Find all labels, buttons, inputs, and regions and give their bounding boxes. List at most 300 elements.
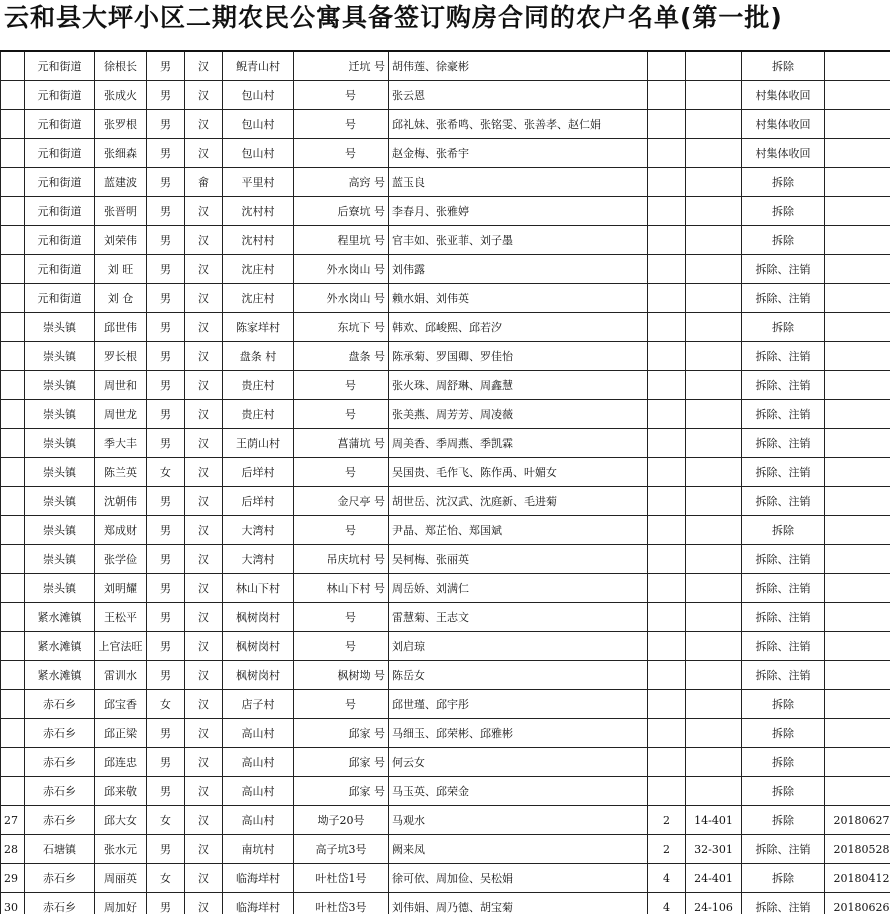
sign-date-cell: [825, 690, 890, 719]
member-count-cell: [648, 777, 686, 806]
family-members-cell: 周岳娇、刘满仁: [389, 574, 648, 603]
sex-cell: 女: [147, 806, 185, 835]
row-number-cell: [1, 690, 25, 719]
ethnicity-cell: 汉: [185, 603, 223, 632]
table-row: [1, 777, 890, 806]
family-members-cell: 赖水娟、刘伟英: [389, 284, 648, 313]
house-number-cell: 号: [294, 110, 389, 139]
member-count-cell: [648, 110, 686, 139]
town-cell: 崇头镇: [25, 487, 95, 516]
village-cell: 临海垟村: [223, 893, 294, 914]
old-house-status-cell: 村集体收回: [742, 139, 825, 168]
householder-name-cell: 邱正梁: [95, 719, 147, 748]
town-cell: 赤石乡: [25, 748, 95, 777]
householder-name-cell: 陈兰英: [95, 458, 147, 487]
village-cell: 沈村村: [223, 226, 294, 255]
table-row: [1, 81, 890, 110]
householder-name-cell: 上官法旺: [95, 632, 147, 661]
town-cell: 崇头镇: [25, 313, 95, 342]
family-members-cell: 何云女: [389, 748, 648, 777]
sex-cell: 男: [147, 719, 185, 748]
member-count-cell: [648, 342, 686, 371]
room-number-cell: 24-401: [686, 864, 742, 893]
family-members-cell: 雷慧菊、王志文: [389, 603, 648, 632]
sign-date-cell: [825, 255, 890, 284]
room-number-cell: [686, 777, 742, 806]
table-row: [1, 139, 890, 168]
sign-date-cell: 20180528: [825, 835, 890, 864]
member-count-cell: [648, 661, 686, 690]
table-row: [1, 748, 890, 777]
row-number-cell: [1, 51, 25, 81]
old-house-status-cell: 拆除、注销: [742, 487, 825, 516]
old-house-status-cell: 拆除、注销: [742, 545, 825, 574]
sex-cell: 男: [147, 51, 185, 81]
row-number-cell: 27: [1, 806, 25, 835]
town-cell: 元和街道: [25, 168, 95, 197]
town-cell: 元和街道: [25, 110, 95, 139]
sex-cell: 男: [147, 255, 185, 284]
row-number-cell: [1, 168, 25, 197]
sign-date-cell: [825, 110, 890, 139]
householder-name-cell: 徐根长: [95, 51, 147, 81]
sex-cell: 男: [147, 197, 185, 226]
town-cell: 赤石乡: [25, 719, 95, 748]
village-cell: 枫树岗村: [223, 661, 294, 690]
family-members-cell: 尹晶、郑芷怡、郑国斌: [389, 516, 648, 545]
sex-cell: 男: [147, 487, 185, 516]
room-number-cell: [686, 487, 742, 516]
row-number-cell: [1, 632, 25, 661]
village-cell: 平里村: [223, 168, 294, 197]
house-number-cell: 号: [294, 632, 389, 661]
table-row: [1, 690, 890, 719]
householder-name-cell: 周世龙: [95, 400, 147, 429]
house-number-cell: 盘条 号: [294, 342, 389, 371]
town-cell: 崇头镇: [25, 371, 95, 400]
sign-date-cell: 20180626: [825, 893, 890, 914]
town-cell: 崇头镇: [25, 429, 95, 458]
family-members-cell: 邱礼妹、张希鸣、张铭雯、张善孝、赵仁娟: [389, 110, 648, 139]
house-number-cell: 高子坑3号: [294, 835, 389, 864]
room-number-cell: [686, 139, 742, 168]
house-number-cell: 坳子20号: [294, 806, 389, 835]
table-row: [1, 226, 890, 255]
village-cell: 盘条 村: [223, 342, 294, 371]
householder-name-cell: 邱来敬: [95, 777, 147, 806]
family-members-cell: 刘伟娟、周乃德、胡宝菊: [389, 893, 648, 914]
sex-cell: 男: [147, 400, 185, 429]
old-house-status-cell: 拆除: [742, 168, 825, 197]
room-number-cell: [686, 51, 742, 81]
room-number-cell: [686, 313, 742, 342]
row-number-cell: [1, 516, 25, 545]
member-count-cell: 4: [648, 864, 686, 893]
room-number-cell: [686, 574, 742, 603]
row-number-cell: [1, 603, 25, 632]
row-number-cell: [1, 661, 25, 690]
table-row: [1, 719, 890, 748]
house-number-cell: 叶杜岱1号: [294, 864, 389, 893]
ethnicity-cell: 汉: [185, 51, 223, 81]
family-members-cell: 张美燕、周芳芳、周凌薇: [389, 400, 648, 429]
room-number-cell: [686, 342, 742, 371]
room-number-cell: [686, 458, 742, 487]
member-count-cell: [648, 458, 686, 487]
ethnicity-cell: 汉: [185, 458, 223, 487]
town-cell: 紧水滩镇: [25, 632, 95, 661]
sign-date-cell: [825, 226, 890, 255]
house-number-cell: 吊庆坑村 号: [294, 545, 389, 574]
row-number-cell: [1, 139, 25, 168]
house-number-cell: 号: [294, 371, 389, 400]
table-row: [1, 51, 890, 81]
householder-name-cell: 季大丰: [95, 429, 147, 458]
house-number-cell: 邱家 号: [294, 719, 389, 748]
householder-name-cell: 雷训水: [95, 661, 147, 690]
village-cell: 后垟村: [223, 458, 294, 487]
ethnicity-cell: 汉: [185, 110, 223, 139]
sex-cell: 男: [147, 835, 185, 864]
family-members-cell: 李春月、张雅婷: [389, 197, 648, 226]
old-house-status-cell: 拆除、注销: [742, 284, 825, 313]
old-house-status-cell: 拆除、注销: [742, 574, 825, 603]
member-count-cell: [648, 632, 686, 661]
old-house-status-cell: 拆除、注销: [742, 603, 825, 632]
sign-date-cell: [825, 719, 890, 748]
table-row: [1, 806, 890, 835]
room-number-cell: 14-401: [686, 806, 742, 835]
ethnicity-cell: 汉: [185, 371, 223, 400]
householder-name-cell: 张罗根: [95, 110, 147, 139]
sex-cell: 男: [147, 313, 185, 342]
old-house-status-cell: 拆除、注销: [742, 400, 825, 429]
town-cell: 崇头镇: [25, 342, 95, 371]
house-number-cell: 号: [294, 139, 389, 168]
member-count-cell: [648, 545, 686, 574]
householder-name-cell: 罗长根: [95, 342, 147, 371]
house-number-cell: 号: [294, 458, 389, 487]
table-row: [1, 545, 890, 574]
sign-date-cell: [825, 400, 890, 429]
sex-cell: 女: [147, 690, 185, 719]
ethnicity-cell: 汉: [185, 313, 223, 342]
table-row: [1, 458, 890, 487]
ethnicity-cell: 汉: [185, 516, 223, 545]
old-house-status-cell: 拆除: [742, 313, 825, 342]
sign-date-cell: [825, 748, 890, 777]
old-house-status-cell: 村集体收回: [742, 81, 825, 110]
town-cell: 元和街道: [25, 197, 95, 226]
householder-name-cell: 张晋明: [95, 197, 147, 226]
village-cell: 沈庄村: [223, 255, 294, 284]
house-number-cell: 号: [294, 81, 389, 110]
sign-date-cell: [825, 313, 890, 342]
old-house-status-cell: 拆除: [742, 777, 825, 806]
table-row: [1, 168, 890, 197]
ethnicity-cell: 汉: [185, 806, 223, 835]
town-cell: 元和街道: [25, 81, 95, 110]
house-number-cell: 号: [294, 690, 389, 719]
sign-date-cell: [825, 139, 890, 168]
member-count-cell: [648, 400, 686, 429]
town-cell: 崇头镇: [25, 516, 95, 545]
family-members-cell: 徐可依、周加俭、吴松娟: [389, 864, 648, 893]
table-row: [1, 864, 890, 893]
ethnicity-cell: 汉: [185, 342, 223, 371]
room-number-cell: [686, 371, 742, 400]
ethnicity-cell: 汉: [185, 255, 223, 284]
house-number-cell: 叶杜岱3号: [294, 893, 389, 914]
old-house-status-cell: 拆除: [742, 748, 825, 777]
householder-name-cell: 邱宝香: [95, 690, 147, 719]
ethnicity-cell: 汉: [185, 81, 223, 110]
row-number-cell: [1, 371, 25, 400]
sign-date-cell: 20180412: [825, 864, 890, 893]
ethnicity-cell: 汉: [185, 632, 223, 661]
sign-date-cell: [825, 168, 890, 197]
room-number-cell: [686, 81, 742, 110]
house-number-cell: 号: [294, 400, 389, 429]
village-cell: 包山村: [223, 139, 294, 168]
sign-date-cell: [825, 516, 890, 545]
table-row: [1, 632, 890, 661]
town-cell: 赤石乡: [25, 806, 95, 835]
ethnicity-cell: 汉: [185, 748, 223, 777]
sign-date-cell: [825, 371, 890, 400]
table-row: [1, 835, 890, 864]
member-count-cell: [648, 371, 686, 400]
sex-cell: 男: [147, 516, 185, 545]
sign-date-cell: [825, 603, 890, 632]
room-number-cell: [686, 516, 742, 545]
old-house-status-cell: 拆除: [742, 226, 825, 255]
town-cell: 崇头镇: [25, 545, 95, 574]
member-count-cell: [648, 284, 686, 313]
sex-cell: 男: [147, 110, 185, 139]
table-row: [1, 487, 890, 516]
town-cell: 崇头镇: [25, 400, 95, 429]
house-number-cell: 林山下村 号: [294, 574, 389, 603]
room-number-cell: 24-106: [686, 893, 742, 914]
household-table: [0, 50, 890, 914]
town-cell: 紧水滩镇: [25, 661, 95, 690]
member-count-cell: [648, 516, 686, 545]
old-house-status-cell: 拆除、注销: [742, 371, 825, 400]
village-cell: 陈家垟村: [223, 313, 294, 342]
family-members-cell: 张火珠、周舒琳、周鑫慧: [389, 371, 648, 400]
table-row: [1, 400, 890, 429]
table-row: [1, 516, 890, 545]
village-cell: 高山村: [223, 806, 294, 835]
member-count-cell: [648, 197, 686, 226]
member-count-cell: [648, 429, 686, 458]
row-number-cell: [1, 458, 25, 487]
householder-name-cell: 邱世伟: [95, 313, 147, 342]
ethnicity-cell: 汉: [185, 661, 223, 690]
room-number-cell: [686, 197, 742, 226]
town-cell: 赤石乡: [25, 864, 95, 893]
village-cell: 贵庄村: [223, 400, 294, 429]
table-row: [1, 574, 890, 603]
ethnicity-cell: 汉: [185, 545, 223, 574]
row-number-cell: [1, 400, 25, 429]
sex-cell: 男: [147, 81, 185, 110]
ethnicity-cell: 汉: [185, 197, 223, 226]
village-cell: 枫树岗村: [223, 632, 294, 661]
sign-date-cell: [825, 429, 890, 458]
town-cell: 元和街道: [25, 226, 95, 255]
row-number-cell: [1, 110, 25, 139]
sex-cell: 男: [147, 284, 185, 313]
ethnicity-cell: 汉: [185, 284, 223, 313]
house-number-cell: 号: [294, 603, 389, 632]
member-count-cell: [648, 255, 686, 284]
village-cell: 枫树岗村: [223, 603, 294, 632]
ethnicity-cell: 汉: [185, 719, 223, 748]
ethnicity-cell: 畲: [185, 168, 223, 197]
village-cell: 店子村: [223, 690, 294, 719]
row-number-cell: [1, 255, 25, 284]
sign-date-cell: [825, 777, 890, 806]
sex-cell: 男: [147, 168, 185, 197]
table-row: [1, 371, 890, 400]
row-number-cell: [1, 574, 25, 603]
sign-date-cell: [825, 574, 890, 603]
householder-name-cell: 邱连忠: [95, 748, 147, 777]
family-members-cell: 马细玉、邱荣彬、邱雅彬: [389, 719, 648, 748]
family-members-cell: 马观水: [389, 806, 648, 835]
house-number-cell: 邱家 号: [294, 748, 389, 777]
sign-date-cell: [825, 487, 890, 516]
family-members-cell: 马玉英、邱荣金: [389, 777, 648, 806]
family-members-cell: 胡世岳、沈汉武、沈庭新、毛进菊: [389, 487, 648, 516]
householder-name-cell: 张成火: [95, 81, 147, 110]
old-house-status-cell: 拆除: [742, 51, 825, 81]
householder-name-cell: 周世和: [95, 371, 147, 400]
town-cell: 赤石乡: [25, 690, 95, 719]
town-cell: 元和街道: [25, 51, 95, 81]
row-number-cell: [1, 545, 25, 574]
family-members-cell: 赵金梅、张希宇: [389, 139, 648, 168]
sex-cell: 男: [147, 429, 185, 458]
house-number-cell: 东坑下 号: [294, 313, 389, 342]
sign-date-cell: [825, 284, 890, 313]
row-number-cell: [1, 226, 25, 255]
room-number-cell: [686, 400, 742, 429]
family-members-cell: 吴柯梅、张丽英: [389, 545, 648, 574]
old-house-status-cell: 拆除: [742, 806, 825, 835]
old-house-status-cell: 拆除、注销: [742, 429, 825, 458]
member-count-cell: [648, 168, 686, 197]
village-cell: 后垟村: [223, 487, 294, 516]
sex-cell: 男: [147, 574, 185, 603]
householder-name-cell: 张学俭: [95, 545, 147, 574]
householder-name-cell: 沈朝伟: [95, 487, 147, 516]
house-number-cell: 后寮坑 号: [294, 197, 389, 226]
old-house-status-cell: 拆除: [742, 516, 825, 545]
ethnicity-cell: 汉: [185, 864, 223, 893]
row-number-cell: [1, 487, 25, 516]
sex-cell: 女: [147, 864, 185, 893]
family-members-cell: 陈岳女: [389, 661, 648, 690]
family-members-cell: 陈承菊、罗国卿、罗佳怡: [389, 342, 648, 371]
room-number-cell: [686, 284, 742, 313]
sex-cell: 男: [147, 748, 185, 777]
table-row: [1, 661, 890, 690]
member-count-cell: [648, 139, 686, 168]
family-members-cell: 邱世瑾、邱宇彤: [389, 690, 648, 719]
householder-name-cell: 刘 旺: [95, 255, 147, 284]
house-number-cell: 外水岗山 号: [294, 284, 389, 313]
house-number-cell: 程里坑 号: [294, 226, 389, 255]
table-row: [1, 110, 890, 139]
row-number-cell: [1, 81, 25, 110]
house-number-cell: 邱家 号: [294, 777, 389, 806]
room-number-cell: 32-301: [686, 835, 742, 864]
sign-date-cell: 20180627: [825, 806, 890, 835]
old-house-status-cell: 拆除、注销: [742, 342, 825, 371]
old-house-status-cell: 拆除: [742, 197, 825, 226]
village-cell: 鲵青山村: [223, 51, 294, 81]
room-number-cell: [686, 661, 742, 690]
old-house-status-cell: 拆除: [742, 719, 825, 748]
sex-cell: 男: [147, 893, 185, 914]
village-cell: 沈村村: [223, 197, 294, 226]
sex-cell: 男: [147, 371, 185, 400]
householder-name-cell: 刘明耀: [95, 574, 147, 603]
town-cell: 赤石乡: [25, 893, 95, 914]
old-house-status-cell: 拆除: [742, 864, 825, 893]
sign-date-cell: [825, 342, 890, 371]
old-house-status-cell: 拆除、注销: [742, 458, 825, 487]
family-members-cell: 吴国贵、毛作飞、陈作禹、叶媚女: [389, 458, 648, 487]
village-cell: 包山村: [223, 110, 294, 139]
table-row: [1, 313, 890, 342]
member-count-cell: [648, 690, 686, 719]
village-cell: 高山村: [223, 719, 294, 748]
village-cell: 临海垟村: [223, 864, 294, 893]
ethnicity-cell: 汉: [185, 487, 223, 516]
row-number-cell: 28: [1, 835, 25, 864]
table-row: [1, 255, 890, 284]
ethnicity-cell: 汉: [185, 429, 223, 458]
sign-date-cell: [825, 81, 890, 110]
family-members-cell: 周美香、季周燕、季凯霖: [389, 429, 648, 458]
town-cell: 元和街道: [25, 284, 95, 313]
town-cell: 崇头镇: [25, 458, 95, 487]
member-count-cell: 2: [648, 806, 686, 835]
room-number-cell: [686, 632, 742, 661]
family-members-cell: 蓝玉良: [389, 168, 648, 197]
member-count-cell: [648, 313, 686, 342]
sex-cell: 男: [147, 661, 185, 690]
old-house-status-cell: 拆除、注销: [742, 835, 825, 864]
householder-name-cell: 刘荣伟: [95, 226, 147, 255]
sign-date-cell: [825, 545, 890, 574]
table-row: [1, 284, 890, 313]
village-cell: 高山村: [223, 748, 294, 777]
householder-name-cell: 周丽英: [95, 864, 147, 893]
old-house-status-cell: 村集体收回: [742, 110, 825, 139]
row-number-cell: [1, 342, 25, 371]
member-count-cell: 4: [648, 893, 686, 914]
room-number-cell: [686, 603, 742, 632]
member-count-cell: [648, 487, 686, 516]
room-number-cell: [686, 110, 742, 139]
householder-name-cell: 周加好: [95, 893, 147, 914]
town-cell: 崇头镇: [25, 574, 95, 603]
